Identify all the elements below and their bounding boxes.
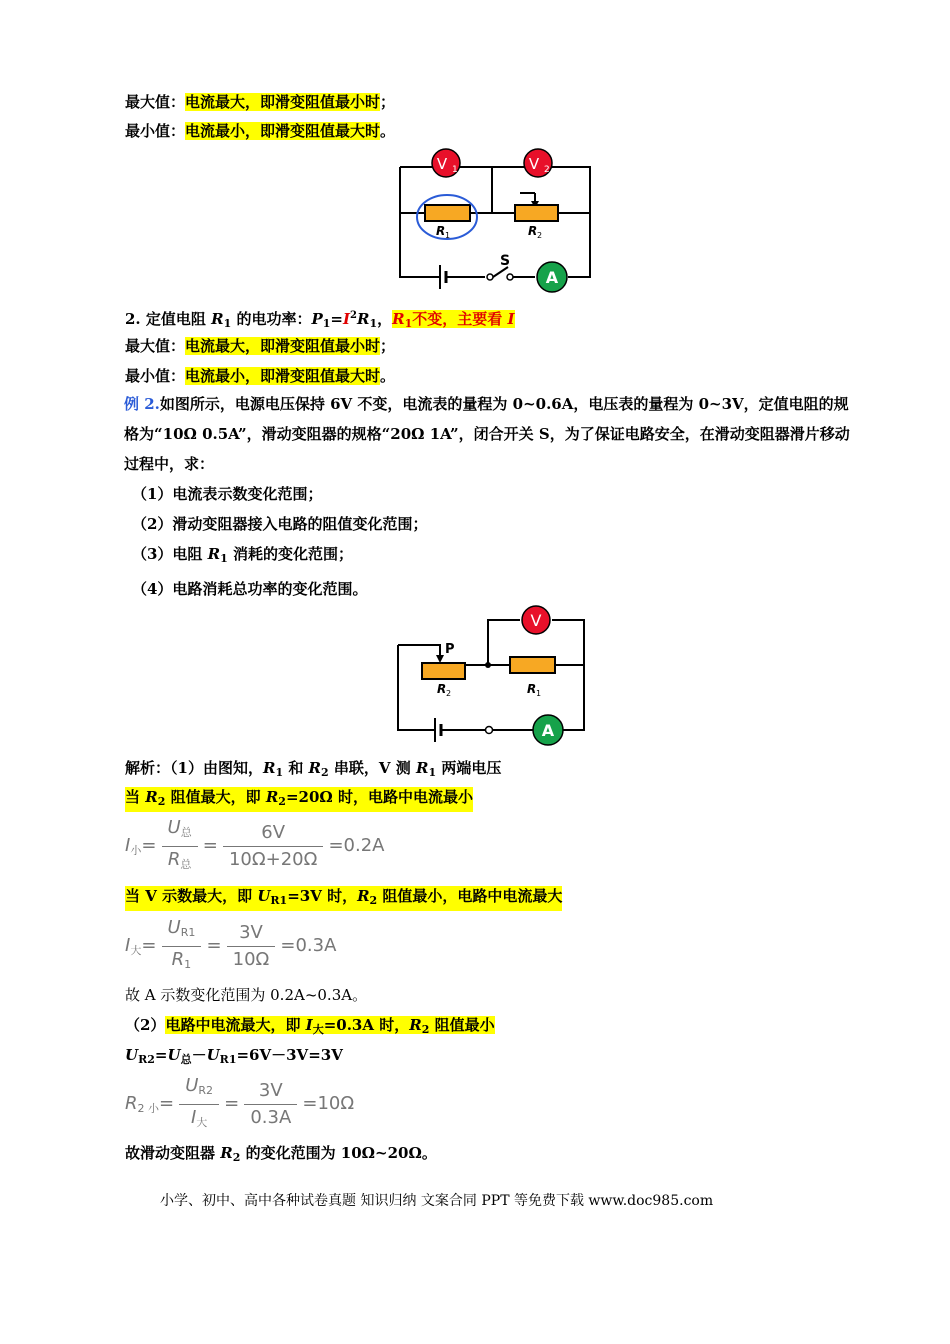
v2-label: V bbox=[528, 155, 540, 173]
min-value-line: 最小值：电流最小，即滑变阻值最大时。 bbox=[125, 122, 396, 140]
resistor-r1 bbox=[425, 205, 470, 221]
example-label: 例 2. bbox=[124, 395, 160, 413]
r1-sub: 1 bbox=[445, 231, 451, 240]
conclusion-1: 故 A 示数变化范围为 0.2A~0.3A。 bbox=[125, 986, 368, 1004]
example-2 bbox=[92, 389, 862, 604]
formula-3: $R_{2 小}=$ $\frac{U_{R2}}{I_大}$ = $\frac{3V}{0.3A}$ =10Ω bbox=[125, 1075, 355, 1129]
example-text: 如图所示，电源电压保持 6V 不变，电流表的量程为 0~0.6A，电压表的量程为 0~3V，定值电阻的规格为“10Ω 0.5A”，滑动变阻器的规格“20Ω 1A”，闭合开关 S，为了保证电路安全，在滑动变阻器滑片移动过程中，求： bbox=[124, 395, 850, 473]
ammeter-label: A bbox=[545, 268, 559, 287]
formula-2: $I_大=$ $\frac{U_{R1}}{R_1}$ = $\frac{3V}{10\Omega}$ =0.3A bbox=[125, 917, 337, 971]
analysis-line: 解析：（1）由图知，$R_1$ 和 $R_2$ 串联，V 测 $R_1$ 两端电压 bbox=[125, 759, 502, 779]
v2-sub: 2 bbox=[544, 165, 550, 175]
highlight-line-2: 当 V 示数最大，即 $U_{R1}=3V$ 时，$R_2$ 阻值最小，电路中电流最大 bbox=[125, 886, 562, 911]
section-2-max: 最大值：电流最大，即滑变阻值最小时； bbox=[125, 337, 396, 355]
r1-label: R bbox=[527, 682, 537, 696]
circuit-diagram-1 bbox=[390, 145, 600, 295]
voltage-equation: $U_{R2}=U_总-U_{R1}=6V-3V=3V$ bbox=[125, 1046, 343, 1066]
switch-label: S bbox=[500, 253, 511, 269]
section-2-title: 2. 定值电阻 $R_1$ 的电功率：$P_1=I^2R_1$，$R_1$不变，主要看 I bbox=[125, 310, 515, 330]
r1-sub: 1 bbox=[536, 689, 542, 698]
formula-1: $I_小=$ $\frac{U_总}{R_总}$ = $\frac{6V}{10\Omega+20\Omega}$ =0.2A bbox=[125, 817, 385, 871]
resistor-r1 bbox=[510, 657, 555, 673]
page-footer: 小学、初中、高中各种试卷真题 知识归纳 文案合同 PPT 等免费下载 www.doc985.com bbox=[160, 1193, 714, 1209]
slider-p-label: P bbox=[445, 642, 455, 657]
ammeter-label: A bbox=[541, 721, 555, 740]
r2-sub: 2 bbox=[446, 689, 452, 698]
r1-label: R bbox=[436, 224, 446, 238]
r2-label: R bbox=[528, 224, 538, 238]
question-4: （4）电路消耗总功率的变化范围。 bbox=[132, 580, 368, 598]
highlight-line-1: 当 $R_2$ 阻值最大，即 $R_2=20\Omega$ 时，电路中电流最小 bbox=[125, 787, 473, 812]
part-2-line: （2）电路中电流最大，即 $I_大=0.3A$ 时，$R_2$ 阻值最小 bbox=[125, 1016, 495, 1036]
question-2: （2）滑动变阻器接入电路的阻值变化范围； bbox=[132, 515, 428, 533]
v1-label: V bbox=[436, 155, 448, 173]
voltmeter-label: V bbox=[530, 611, 542, 630]
r2-label: R bbox=[437, 682, 447, 696]
circuit-diagram-2 bbox=[390, 605, 600, 750]
question-3: （3）电阻 $R_1$ 消耗的变化范围； bbox=[132, 545, 354, 565]
resistor-r2 bbox=[515, 205, 558, 221]
max-value-line: 最大值：电流最大，即滑变阻值最小时； bbox=[125, 93, 396, 111]
conclusion-2: 故滑动变阻器 $R_2$ 的变化范围为 10Ω~20Ω。 bbox=[125, 1144, 437, 1164]
section-2-min: 最小值：电流最小，即滑变阻值最大时。 bbox=[125, 367, 396, 385]
v1-sub: 1 bbox=[452, 165, 458, 175]
resistor-r2 bbox=[422, 663, 465, 679]
question-1: （1）电流表示数变化范围； bbox=[132, 485, 323, 503]
r2-sub: 2 bbox=[537, 231, 543, 240]
